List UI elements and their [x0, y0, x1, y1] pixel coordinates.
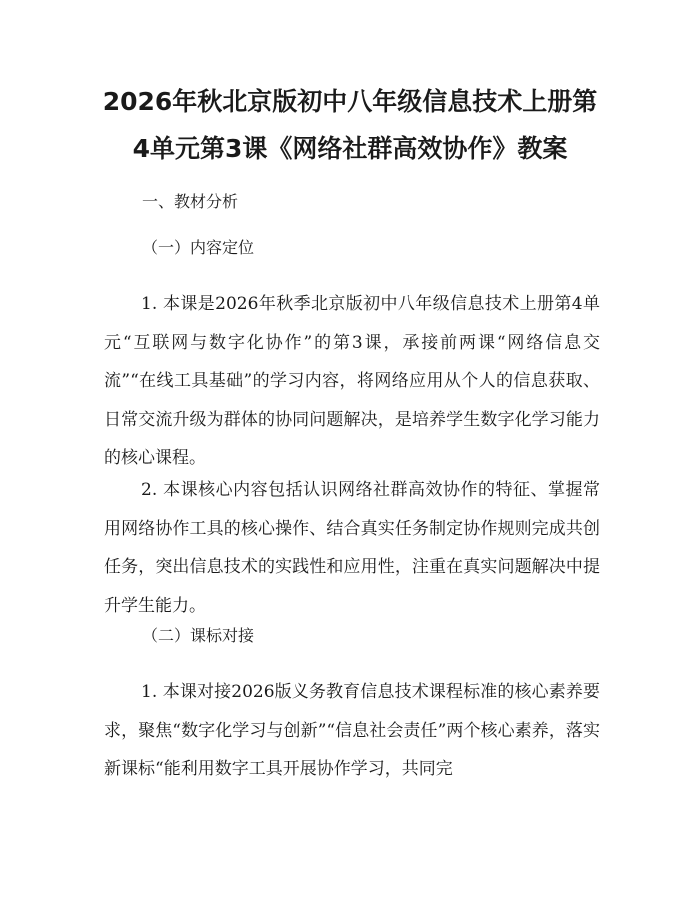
subsection-heading-content-positioning: （一）内容定位 — [142, 238, 255, 257]
paragraph-content-positioning-2: 2. 本课核心内容包括认识网络社群高效协作的特征、掌握常用网络协作工具的核心操作、结合真实任务制定协作规则完成共创任务，突出信息技术的实践性和应用性，注重在真实问题解决中提升学生能力。 — [104, 480, 600, 616]
document-title-line-2: 4单元第3课《网络社群高效协作》教案 — [132, 134, 568, 163]
subsection-heading-curriculum-standards: （二）课标对接 — [142, 626, 255, 645]
section-heading-textbook-analysis: 一、教材分析 — [142, 192, 239, 211]
paragraph-content-positioning-1: 1. 本课是2026年秋季北京版初中八年级信息技术上册第4单元“互联网与数字化协作”的第3课，承接前两课“网络信息交流”“在线工具基础”的学习内容，将网络应用从个人的信息获取、日常交流升级为群体的协同问题解决，是培养学生数字化学习能力的核心课程。 — [104, 294, 600, 469]
paragraph-curriculum-standards-1: 1. 本课对接2026版义务教育信息技术课程标准的核心素养要求，聚焦“数字化学习与创新”“信息社会责任”两个核心素养，落实新课标“能利用数字工具开展协作学习，共同完 — [104, 682, 600, 780]
document-title-line-1: 2026年秋北京版初中八年级信息技术上册第 — [102, 87, 598, 116]
